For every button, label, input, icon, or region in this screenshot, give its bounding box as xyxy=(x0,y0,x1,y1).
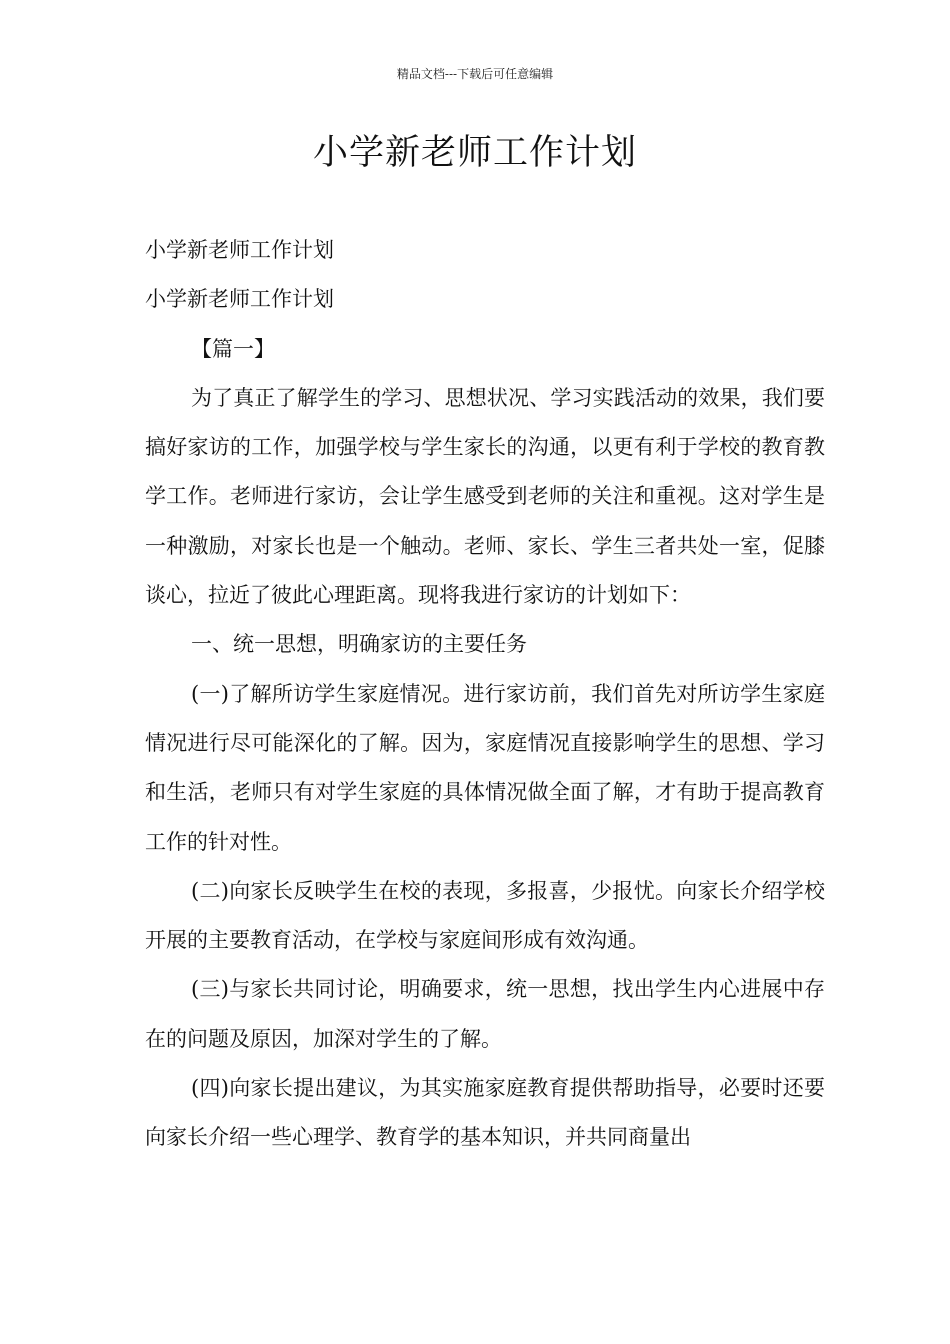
paragraph-subtitle-2: 小学新老师工作计划 xyxy=(145,287,334,312)
paragraph-item-2: (二)向家长反映学生在校的表现，多报喜，少报忧。向家长介绍学校开展的主要教育活动，在学校与家庭间形成有效沟通。 xyxy=(145,878,825,953)
paragraph-item-3: (三)与家长共同讨论，明确要求，统一思想，找出学生内心进展中存在的问题及原因，加深对学生的了解。 xyxy=(145,977,825,1051)
paragraph-item-4: (四)向家长提出建议，为其实施家庭教育提供帮助指导，必要时还要向家长介绍一些心理学、教育学的基本知识，并共同商量出 xyxy=(145,1076,825,1150)
paragraph-heading-1: 一、统一思想，明确家访的主要任务 xyxy=(191,632,527,657)
document-body xyxy=(145,226,825,1163)
paragraph-subtitle-1: 小学新老师工作计划 xyxy=(145,238,334,262)
header-note: 精品文档---下载后可任意编辑 xyxy=(396,67,554,81)
section-label: 【篇一】 xyxy=(191,336,275,361)
paragraph-item-1: (一)了解所访学生家庭情况。进行家访前，我们首先对所访学生家庭情况进行尽可能深化的了解。因为，家庭情况直接影响学生的思想、学习和生活，老师只有对学生家庭的具体情况做全面了解，才有助于提高教育工作的针对性。 xyxy=(145,681,825,854)
document-title: 小学新老师工作计划 xyxy=(312,133,637,173)
paragraph-intro: 为了真正了解学生的学习、思想状况、学习实践活动的效果，我们要搞好家访的工作，加强学校与学生家长的沟通，以更有利于学校的教育教学工作。老师进行家访，会让学生感受到老师的关注和重视。这对学生是一种激励，对家长也是一个触动。老师、家长、学生三者共处一室，促膝谈心，拉近了彼此心理距离。现将我进行家访的计划如下： xyxy=(145,385,825,608)
